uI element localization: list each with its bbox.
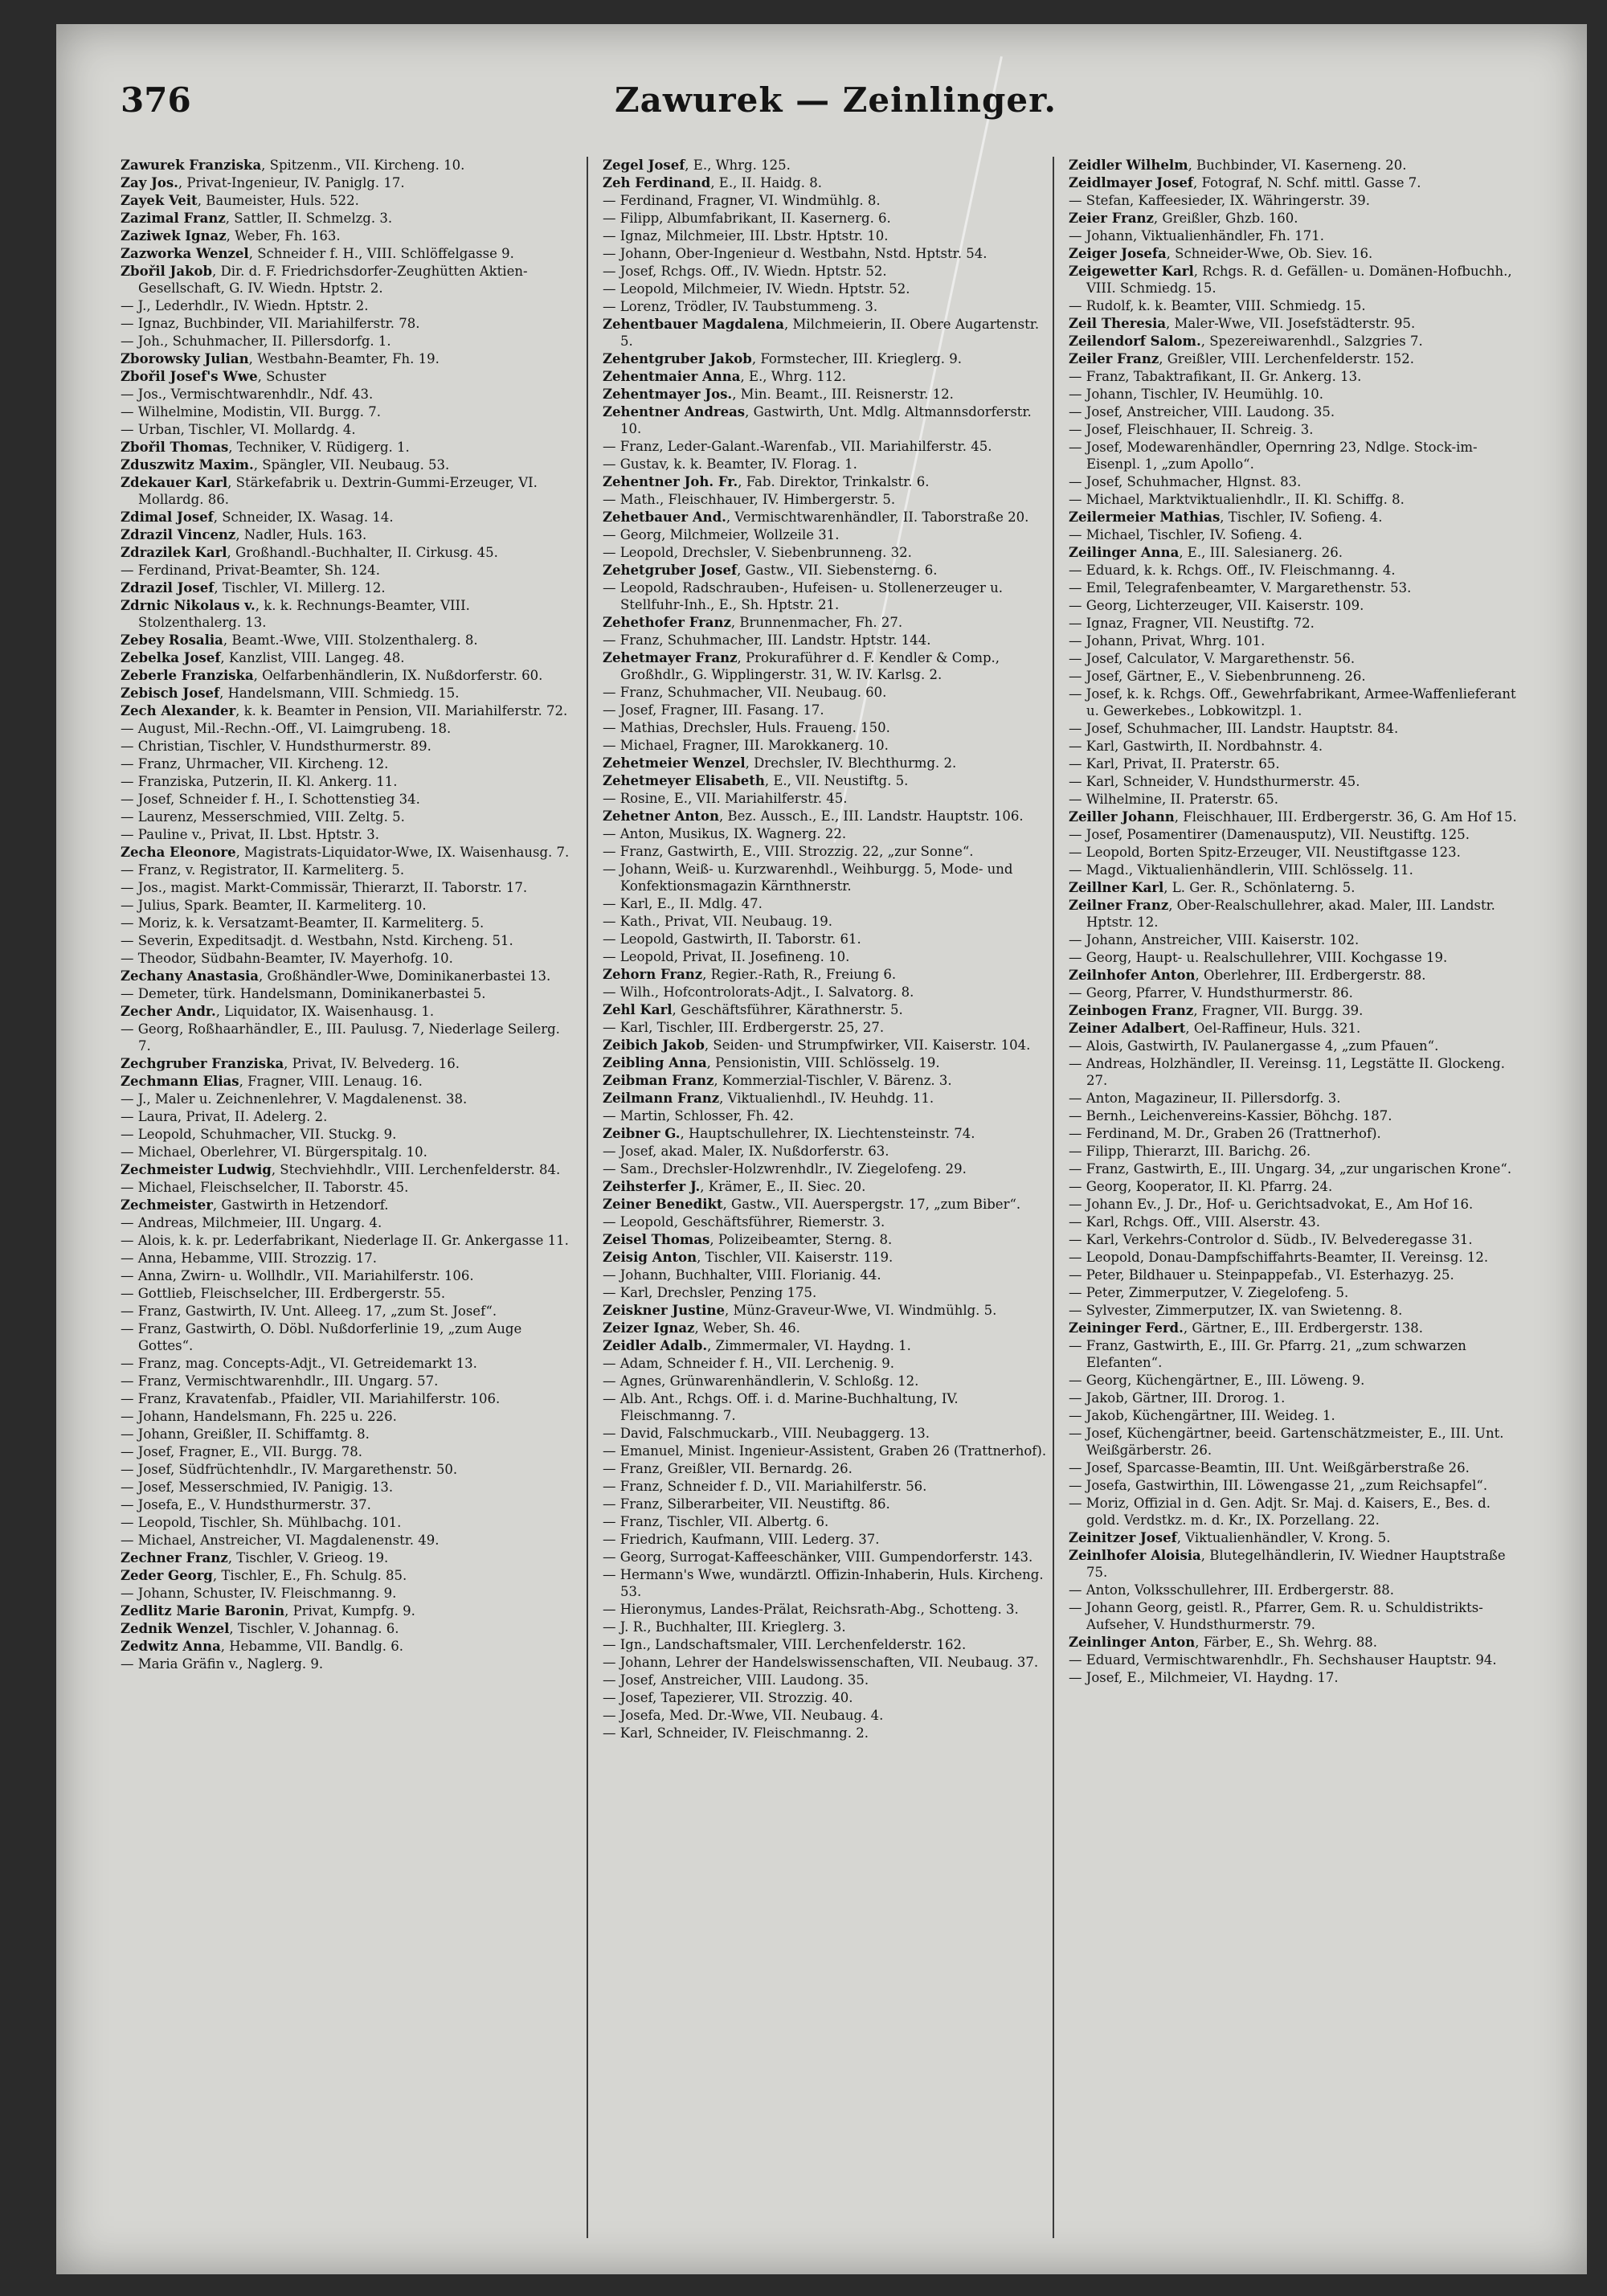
directory-entry: Zehetgruber Josef, Gastw., VII. Siebensterng. 6. (603, 563, 938, 578)
directory-entry: — Leopold, Gastwirth, II. Taborstr. 61. (603, 931, 861, 947)
directory-entry: — Wilhelmine, Modistin, VII. Burgg. 7. (121, 404, 382, 420)
directory-entry: — Johann, Anstreicher, VIII. Kaiserstr. 102. (1069, 932, 1360, 947)
directory-entry: Zecher Andr., Liquidator, IX. Waisenhausg. 1. (121, 1004, 435, 1019)
directory-entry: — Georg, Kooperator, II. Kl. Pfarrg. 24. (1069, 1179, 1333, 1194)
directory-entry: — Martin, Schlosser, Fh. 42. (603, 1108, 794, 1123)
directory-entry: — Jakob, Gärtner, III. Drorog. 1. (1069, 1390, 1286, 1406)
directory-entry: — Michael, Tischler, IV. Sofieng. 4. (1069, 527, 1302, 542)
directory-page (56, 24, 1587, 2274)
directory-entry: — Ignaz, Milchmeier, III. Lbstr. Hptstr. 10. (603, 228, 889, 244)
directory-entry: — Wilh., Hofcontrolorats-Adjt., I. Salvatorg. 8. (603, 984, 914, 1000)
directory-entry: — Franz, Tabaktrafikant, II. Gr. Ankerg. 13. (1069, 369, 1362, 384)
directory-entry: Zehetmeyer Elisabeth, E., VII. Neustiftg. 5. (603, 773, 909, 788)
directory-entry: — Gottlieb, Fleischselcher, III. Erdbergerstr. 55. (121, 1286, 446, 1301)
directory-entry: — Magd., Viktualienhändlerin, VIII. Schlösselg. 11. (1069, 862, 1413, 878)
directory-entry: — Jos., Vermischtwarenhdlr., Ndf. 43. (121, 387, 374, 402)
directory-entry: — Franz, mag. Concepts-Adjt., VI. Getreidemarkt 13. (121, 1356, 477, 1371)
directory-entry: — Josef, Anstreicher, VIII. Laudong. 35. (603, 1672, 869, 1688)
directory-entry: Zaziwek Ignaz, Weber, Fh. 163. (121, 228, 341, 244)
directory-entry: — Anna, Hebamme, VIII. Strozzig. 17. (121, 1250, 378, 1266)
directory-entry: — Josefa, Med. Dr.-Wwe, VII. Neubaug. 4. (603, 1708, 884, 1723)
directory-entry: Zedlitz Marie Baronin, Privat, Kumpfg. 9. (121, 1603, 415, 1619)
directory-entry: Zechany Anastasia, Großhändler-Wwe, Dominikanerbastei 13. (121, 968, 551, 984)
directory-entry: — Anna, Zwirn- u. Wollhdlr., VII. Mariahilferstr. 106. (121, 1268, 474, 1283)
directory-entry: — Josef, Rchgs. Off., IV. Wiedn. Hptstr. 52. (603, 264, 887, 279)
directory-entry: Zechmeister, Gastwirth in Hetzendorf. (121, 1197, 389, 1213)
directory-entry: Zawurek Franziska, Spitzenm., VII. Kircheng. 10. (121, 158, 465, 173)
directory-entry: — Math., Fleischhauer, IV. Himbergerstr. 5. (603, 492, 896, 507)
directory-entry: — Georg, Lichterzeuger, VII. Kaiserstr. 109. (1069, 598, 1364, 613)
directory-entry: Zehentgruber Jakob, Formstecher, III. Krieglerg. 9. (603, 351, 962, 366)
directory-entry: — Leopold, Borten Spitz-Erzeuger, VII. Neustiftgasse 123. (1069, 845, 1461, 860)
directory-entry: Zayek Veit, Baumeister, Huls. 522. (121, 193, 359, 208)
directory-entry: — Karl, E., II. Mdlg. 47. (603, 896, 763, 911)
directory-entry: Zeizer Ignaz, Weber, Sh. 46. (603, 1320, 800, 1336)
directory-entry: Zehetner Anton, Bez. Aussch., E., III. Landstr. Hauptstr. 106. (603, 808, 1024, 824)
directory-entry: — Andreas, Milchmeier, III. Ungarg. 4. (121, 1215, 382, 1230)
directory-entry: — Josef, Schneider f. H., I. Schottenstieg 34. (121, 792, 420, 807)
directory-entry: — Josef, Fleischhauer, II. Schreig. 3. (1069, 422, 1314, 437)
directory-entry: — Hieronymus, Landes-Prälat, Reichsrath-Abg., Schotteng. 3. (603, 1602, 1019, 1617)
column-divider (1053, 157, 1054, 2238)
directory-entry: Zeibman Franz, Kommerzial-Tischler, V. Bärenz. 3. (603, 1073, 952, 1088)
directory-entry: — Josef, Calculator, V. Margarethenstr. 56. (1069, 651, 1356, 666)
directory-entry: Zeidler Wilhelm, Buchbinder, VI. Kaserneng. 20. (1069, 158, 1407, 173)
directory-entry: Zeder Georg, Tischler, E., Fh. Schulg. 85. (121, 1568, 407, 1583)
directory-entry: — Moriz, Offizial in d. Gen. Adjt. Sr. Maj. d. Kaisers, E., Bes. d. gold. Verdstkz. m. d. Kr., IX. Porzellang. 22. (1069, 1496, 1490, 1528)
directory-entry: — Andreas, Holzhändler, II. Vereinsg. 11, Legstätte II. Glockeng. 27. (1069, 1056, 1505, 1088)
directory-entry: — Georg, Haupt- u. Realschullehrer, VIII. Kochgasse 19. (1069, 950, 1448, 965)
directory-entry: — Karl, Verkehrs-Controlor d. Südb., IV. Belvederegasse 31. (1069, 1232, 1473, 1247)
directory-entry: — Josef, Fragner, E., VII. Burgg. 78. (121, 1444, 362, 1459)
directory-entry: Zeiskner Justine, Münz-Graveur-Wwe, VI. Windmühlg. 5. (603, 1303, 997, 1318)
directory-entry: — Friedrich, Kaufmann, VIII. Lederg. 37. (603, 1532, 880, 1547)
directory-entry: Zeiger Josefa, Schneider-Wwe, Ob. Siev. 16. (1069, 246, 1373, 261)
directory-entry: — Johann, Weiß- u. Kurzwarenhdl., Weihburgg. 5, Mode- und Konfektionsmagazin Kärnthnerstr. (603, 862, 1013, 894)
directory-entry: — Julius, Spark. Beamter, II. Karmeliterg. 10. (121, 898, 427, 913)
directory-entry: — Franz, Gastwirth, O. Döbl. Nußdorferlinie 19, „zum Auge Gottes“. (121, 1321, 522, 1353)
directory-entry: — Michael, Marktviktualienhdlr., II. Kl. Schiffg. 8. (1069, 492, 1405, 507)
directory-entry: Zeilinger Anna, E., III. Salesianerg. 26. (1069, 545, 1343, 560)
directory-entry: — Laurenz, Messerschmied, VIII. Zeltg. 5. (121, 809, 405, 825)
directory-entry: — Franz, Silberarbeiter, VII. Neustiftg. 86. (603, 1496, 890, 1512)
directory-entry: — Georg, Roßhaarhändler, E., III. Paulusg. 7, Niederlage Seilerg. 7. (121, 1021, 560, 1054)
directory-entry: — Emil, Telegrafenbeamter, V. Margarethenstr. 53. (1069, 580, 1412, 595)
directory-entry: — Adam, Schneider f. H., VII. Lerchenig. 9. (603, 1356, 895, 1371)
page-number: 376 (121, 80, 191, 120)
directory-entry: — Leopold, Drechsler, V. Siebenbrunneng. 32. (603, 545, 912, 560)
directory-entry: Zehentner Andreas, Gastwirth, Unt. Mdlg. Altmannsdorferstr. 10. (603, 404, 1032, 436)
directory-entry: — Agnes, Grünwarenhändlerin, V. Schloßg. 12. (603, 1373, 919, 1389)
directory-entry: — Josefa, E., V. Hundsthurmerstr. 37. (121, 1497, 371, 1512)
directory-entry: Zeisig Anton, Tischler, VII. Kaiserstr. 119. (603, 1250, 893, 1265)
directory-entry: Zeinitzer Josef, Viktualienhändler, V. Krong. 5. (1069, 1530, 1391, 1545)
directory-entry: Zeilermeier Mathias, Tischler, IV. Sofieng. 4. (1069, 510, 1383, 525)
directory-entry: — Ignaz, Fragner, VII. Neustiftg. 72. (1069, 616, 1315, 631)
directory-entry: — Leopold, Geschäftsführer, Riemerstr. 3. (603, 1214, 885, 1230)
directory-entry: Zehetbauer And., Vermischtwarenhändler, II. Taborstraße 20. (603, 510, 1029, 525)
directory-entry: — Karl, Privat, II. Praterstr. 65. (1069, 756, 1280, 771)
directory-entry: — Josef, k. k. Rchgs. Off., Gewehrfabrikant, Armee-Waffenlieferant u. Gewerkebes., Lobkowitzpl. 1. (1069, 686, 1516, 718)
directory-entry: Zechmann Elias, Fragner, VIII. Lenaug. 16. (121, 1074, 423, 1089)
column-2 (603, 157, 1053, 2230)
directory-entry: Zehetmayer Franz, Prokuraführer d. F. Kendler & Comp., Großhdlr., G. Wipplingerstr. 31, W. IV. Karlsg. 2. (603, 650, 1000, 682)
directory-entry: Zeilnhofer Anton, Oberlehrer, III. Erdbergerstr. 88. (1069, 968, 1426, 983)
directory-entry: Zehethofer Franz, Brunnenmacher, Fh. 27. (603, 615, 903, 630)
directory-entry: Zebisch Josef, Handelsmann, VIII. Schmiedg. 15. (121, 686, 460, 701)
directory-entry: Zegel Josef, E., Whrg. 125. (603, 158, 791, 173)
directory-entry: — Peter, Bildhauer u. Steinpappefab., VI. Esterhazyg. 25. (1069, 1267, 1454, 1283)
directory-entry: — Josef, Küchengärtner, beeid. Gartenschätzmeister, E., III. Unt. Weißgärberstr. 26. (1069, 1426, 1504, 1458)
directory-entry: — Georg, Küchengärtner, E., III. Löweng. 9. (1069, 1373, 1365, 1388)
directory-entry: Zeilendorf Salom., Spezereiwarenhdl., Salzgries 7. (1069, 334, 1423, 349)
column-3 (1069, 157, 1519, 2230)
directory-entry: Zeibling Anna, Pensionistin, VIII. Schlösselg. 19. (603, 1055, 940, 1070)
directory-entry: — Karl, Drechsler, Penzing 175. (603, 1285, 817, 1300)
directory-entry: — Michael, Oberlehrer, VI. Bürgerspitalg. 10. (121, 1144, 427, 1160)
directory-entry: Zechmeister Ludwig, Stechviehhdlr., VIII. Lerchenfelderstr. 84. (121, 1162, 561, 1177)
directory-entry: — Anton, Magazineur, II. Pillersdorfg. 3. (1069, 1091, 1341, 1106)
directory-entry: — Franz, Leder-Galant.-Warenfab., VII. Mariahilferstr. 45. (603, 439, 992, 454)
directory-entry: Zazimal Franz, Sattler, II. Schmelzg. 3. (121, 211, 393, 226)
directory-entry: Zednik Wenzel, Tischler, V. Johannag. 6. (121, 1621, 399, 1636)
directory-entry: — David, Falschmuckarb., VIII. Neubaggerg. 13. (603, 1426, 930, 1441)
directory-entry: — Josef, E., Milchmeier, VI. Haydng. 17. (1069, 1670, 1339, 1685)
directory-entry: — August, Mil.-Rechn.-Off., VI. Laimgrubeng. 18. (121, 721, 452, 736)
directory-entry: — Josef, akad. Maler, IX. Nußdorferstr. 63. (603, 1144, 889, 1159)
directory-entry: Zebelka Josef, Kanzlist, VIII. Langeg. 48. (121, 650, 405, 665)
directory-entry: — Franz, Tischler, VII. Albertg. 6. (603, 1514, 829, 1529)
directory-entry: Zeiner Adalbert, Oel-Raffineur, Huls. 321. (1069, 1021, 1361, 1036)
directory-entry: Zehentmaier Anna, E., Whrg. 112. (603, 369, 847, 384)
directory-entry: — Josef, Tapezierer, VII. Strozzig. 40. (603, 1690, 853, 1705)
directory-entry: — Joh., Schuhmacher, II. Pillersdorfg. 1. (121, 334, 391, 349)
directory-entry: — Ign., Landschaftsmaler, VIII. Lerchenfelderstr. 162. (603, 1637, 967, 1652)
directory-entry: Zeidlmayer Josef, Fotograf, N. Schf. mittl. Gasse 7. (1069, 175, 1421, 190)
directory-entry: — Karl, Rchgs. Off., VIII. Alserstr. 43. (1069, 1214, 1320, 1230)
column-divider (587, 157, 588, 2238)
directory-entry: — Franz, Kravatenfab., Pfaidler, VII. Mariahilferstr. 106. (121, 1391, 501, 1406)
directory-entry: Zehentbauer Magdalena, Milchmeierin, II. Obere Augartenstr. 5. (603, 317, 1040, 349)
directory-entry: — Franz, Schuhmacher, III. Landstr. Hptstr. 144. (603, 632, 931, 648)
directory-entry: Zdrazil Vincenz, Nadler, Huls. 163. (121, 527, 367, 542)
directory-entry: — Franz, v. Registrator, II. Karmeliterg. 5. (121, 862, 405, 878)
directory-entry: — Ferdinand, Fragner, VI. Windmühlg. 8. (603, 193, 881, 208)
directory-entry: — Johann, Viktualienhändler, Fh. 171. (1069, 228, 1325, 244)
directory-entry: — Franz, Gastwirth, E., III. Gr. Pfarrg. 21, „zum schwarzen Elefanten“. (1069, 1338, 1466, 1370)
directory-entry: — Ferdinand, M. Dr., Graben 26 (Trattnerhof). (1069, 1126, 1381, 1141)
directory-entry: — Josef, Messerschmied, IV. Panigig. 13. (121, 1480, 394, 1495)
directory-entry: Zeiner Benedikt, Gastw., VII. Auerspergstr. 17, „zum Biber“. (603, 1197, 1021, 1212)
directory-entry: Zay Jos., Privat-Ingenieur, IV. Paniglg. 17. (121, 175, 405, 190)
directory-entry: — Georg, Pfarrer, V. Hundsthurmerstr. 86. (1069, 985, 1353, 1001)
directory-entry: — Franz, Gastwirth, E., VIII. Strozzig. 22, „zur Sonne“. (603, 844, 974, 859)
directory-entry: Zeil Theresia, Maler-Wwe, VII. Josefstädterstr. 95. (1069, 316, 1416, 331)
directory-entry: — Franz, Schuhmacher, VII. Neubaug. 60. (603, 685, 887, 700)
directory-entry: — Urban, Tischler, VI. Mollardg. 4. (121, 422, 356, 437)
directory-entry: Zeiller Johann, Fleischhauer, III. Erdbergerstr. 36, G. Am Hof 15. (1069, 809, 1517, 825)
directory-entry: — Franz, Gastwirth, E., III. Ungarg. 34, „zur ungarischen Krone“. (1069, 1161, 1512, 1177)
directory-entry: — Michael, Anstreicher, VI. Magdalenenstr. 49. (121, 1533, 440, 1548)
directory-entry: Zeihsterfer J., Krämer, E., II. Siec. 20. (603, 1179, 866, 1194)
directory-entry: — Georg, Milchmeier, Wollzeile 31. (603, 527, 840, 542)
directory-entry: — Maria Gräfin v., Naglerg. 9. (121, 1656, 324, 1672)
directory-entry: — Gustav, k. k. Beamter, IV. Florag. 1. (603, 456, 857, 472)
directory-entry: — Johann, Tischler, IV. Heumühlg. 10. (1069, 387, 1324, 402)
directory-entry: — Anton, Musikus, IX. Wagnerg. 22. (603, 826, 847, 841)
directory-entry: Zehetmeier Wenzel, Drechsler, IV. Blechthurmg. 2. (603, 755, 957, 771)
directory-entry: Zeiler Franz, Greißler, VIII. Lerchenfelderstr. 152. (1069, 351, 1415, 366)
directory-entry: Zdekauer Karl, Stärkefabrik u. Dextrin-Gummi-Erzeuger, VI. Mollardg. 86. (121, 475, 538, 507)
directory-entry: Zech Alexander, k. k. Beamter in Pension, VII. Mariahilferstr. 72. (121, 703, 568, 718)
directory-entry: Zdrazil Josef, Tischler, VI. Millerg. 12. (121, 580, 386, 595)
directory-entry: — Pauline v., Privat, II. Lbst. Hptstr. 3. (121, 827, 380, 842)
directory-entry: Zechner Franz, Tischler, V. Grieog. 19. (121, 1550, 389, 1565)
directory-entry: Zehl Karl, Geschäftsführer, Kärathnerstr. 5. (603, 1002, 903, 1017)
directory-entry: — Leopold, Tischler, Sh. Mühlbachg. 101. (121, 1515, 402, 1530)
directory-entry: Zehorn Franz, Regier.-Rath, R., Freiung 6. (603, 967, 897, 982)
directory-entry: Zedwitz Anna, Hebamme, VII. Bandlg. 6. (121, 1639, 404, 1654)
directory-entry: — Alois, Gastwirth, IV. Paulanergasse 4, „zum Pfauen“. (1069, 1038, 1439, 1054)
directory-entry: Zeilmann Franz, Viktualienhdl., IV. Heuhdg. 11. (603, 1091, 934, 1106)
directory-entry: Zeillner Karl, L. Ger. R., Schönlaterng. 5. (1069, 880, 1356, 895)
directory-entry: — Johann, Buchhalter, VIII. Florianig. 44. (603, 1267, 881, 1283)
directory-entry: — Franziska, Putzerin, II. Kl. Ankerg. 11. (121, 774, 398, 789)
directory-entry: — Michael, Fragner, III. Marokkanerg. 10. (603, 738, 889, 753)
directory-entry: Zeinbogen Franz, Fragner, VII. Burgg. 39. (1069, 1003, 1364, 1018)
directory-entry: Zehentmayer Jos., Min. Beamt., III. Reisnerstr. 12. (603, 387, 954, 402)
directory-entry: — Josef, Südfrüchtenhdlr., IV. Margarethenstr. 50. (121, 1462, 458, 1477)
directory-entry: Zdrnic Nikolaus v., k. k. Rechnungs-Beamter, VIII. Stolzenthalerg. 13. (121, 598, 470, 630)
directory-entry: Zdimal Josef, Schneider, IX. Wasag. 14. (121, 510, 394, 525)
directory-entry: — Eduard, k. k. Rchgs. Off., IV. Fleischmanng. 4. (1069, 563, 1396, 578)
directory-entry: Zeibner G., Hauptschullehrer, IX. Liechtensteinstr. 74. (603, 1126, 975, 1141)
directory-entry: Zbořil Josef's Wwe, Schuster (121, 369, 326, 384)
directory-entry: — Josef, Anstreicher, VIII. Laudong. 35. (1069, 404, 1335, 420)
directory-entry: — Johann, Privat, Whrg. 101. (1069, 633, 1266, 649)
directory-entry: — Sam., Drechsler-Holzwrenhdlr., IV. Ziegelofeng. 29. (603, 1161, 967, 1177)
directory-entry: — Lorenz, Trödler, IV. Taubstummeng. 3. (603, 299, 878, 314)
directory-entry: — Jakob, Küchengärtner, III. Weideg. 1. (1069, 1408, 1335, 1423)
directory-entry: — Rosine, E., VII. Mariahilferstr. 45. (603, 791, 848, 806)
directory-entry: — Johann Ev., J. Dr., Hof- u. Gerichtsadvokat, E., Am Hof 16. (1069, 1197, 1474, 1212)
directory-entry: Zeibich Jakob, Seiden- und Strumpfwirker, VII. Kaiserstr. 104. (603, 1037, 1031, 1053)
directory-entry: — Johann, Greißler, II. Schiffamtg. 8. (121, 1426, 370, 1442)
directory-entry: — Johann, Ober-Ingenieur d. Westbahn, Nstd. Hptstr. 54. (603, 246, 988, 261)
directory-entry: — Georg, Surrogat-Kaffeeschänker, VIII. Gumpendorferstr. 143. (603, 1549, 1033, 1565)
directory-entry: — Karl, Tischler, III. Erdbergerstr. 25, 27. (603, 1020, 885, 1035)
directory-entry: — J. R., Buchhalter, III. Krieglerg. 3. (603, 1619, 846, 1635)
directory-entry: Zeigewetter Karl, Rchgs. R. d. Gefällen- u. Domänen-Hofbuchh., VIII. Schmiedg. 15. (1069, 264, 1512, 296)
directory-entry: — Jos., magist. Markt-Commissär, Thierarzt, II. Taborstr. 17. (121, 880, 528, 895)
directory-entry: Zeininger Ferd., Gärtner, E., III. Erdbergerstr. 138. (1069, 1320, 1423, 1336)
directory-entry: — Karl, Schneider, V. Hundsthurmerstr. 45. (1069, 774, 1360, 789)
directory-entry: Zduszwitz Maxim., Spängler, VII. Neubaug. 53. (121, 457, 450, 473)
directory-entry: — Sylvester, Zimmerputzer, IX. van Swietenng. 8. (1069, 1303, 1403, 1318)
directory-entry: Zazworka Wenzel, Schneider f. H., VIII. Schlöffelgasse 9. (121, 246, 514, 261)
directory-entry: Zeilner Franz, Ober-Realschullehrer, akad. Maler, III. Landstr. Hptstr. 12. (1069, 898, 1495, 930)
directory-entry: — Ignaz, Buchbinder, VII. Mariahilferstr. 78. (121, 316, 420, 331)
directory-entry: — Karl, Schneider, IV. Fleischmanng. 2. (603, 1725, 869, 1741)
directory-entry: — Josef, Gärtner, E., V. Siebenbrunneng. 26. (1069, 669, 1366, 684)
directory-entry: Zechgruber Franziska, Privat, IV. Belvederg. 16. (121, 1056, 460, 1071)
directory-entry: Zehentner Joh. Fr., Fab. Direktor, Trinkalstr. 6. (603, 474, 930, 489)
directory-entry: — Wilhelmine, II. Praterstr. 65. (1069, 792, 1278, 807)
directory-entry: — Johann, Schuster, IV. Fleischmanng. 9. (121, 1586, 397, 1601)
directory-entry: — Severin, Expeditsadjt. d. Westbahn, Nstd. Kircheng. 51. (121, 933, 513, 948)
directory-entry: — Moriz, k. k. Versatzamt-Beamter, II. Karmeliterg. 5. (121, 915, 485, 931)
directory-entry: — Alb. Ant., Rchgs. Off. i. d. Marine-Buchhaltung, IV. Fleischmanng. 7. (603, 1391, 959, 1423)
directory-entry: — Mathias, Drechsler, Huls. Fraueng. 150. (603, 720, 890, 735)
directory-entry: — Leopold, Radschrauben-, Hufeisen- u. Stollenerzeuger u. Stellfuhr-Inh., E., Sh. Hptstr. 21. (603, 580, 1003, 612)
directory-entry: Zeinlinger Anton, Färber, E., Sh. Wehrg. 88. (1069, 1635, 1378, 1650)
directory-entry: — Eduard, Vermischtwarenhdlr., Fh. Sechshauser Hauptstr. 94. (1069, 1652, 1497, 1668)
directory-entry: — Demeter, türk. Handelsmann, Dominikanerbastei 5. (121, 986, 486, 1001)
directory-entry: — Josef, Modewarenhändler, Opernring 23, Ndlge. Stock-im-Eisenpl. 1, „zum Apollo“. (1069, 440, 1478, 472)
directory-entry: — Franz, Gastwirth, IV. Unt. Alleeg. 17, „zum St. Josef“. (121, 1304, 497, 1319)
directory-entry: Zbořil Thomas, Techniker, V. Rüdigerg. 1. (121, 440, 410, 455)
directory-entry: — Hermann's Wwe, wundärztl. Offizin-Inhaberin, Huls. Kircheng. 53. (603, 1567, 1044, 1599)
column-1 (121, 157, 570, 2230)
page-header (121, 72, 1551, 129)
directory-entry: — Alois, k. k. pr. Lederfabrikant, Niederlage II. Gr. Ankergasse 11. (121, 1233, 569, 1248)
directory-entry: Zebey Rosalia, Beamt.-Wwe, VIII. Stolzenthalerg. 8. (121, 632, 478, 648)
directory-entry: Zbořil Jakob, Dir. d. F. Friedrichsdorfer-Zeughütten Aktien-Gesellschaft, G. IV. Wiedn. Hptstr. 2. (121, 264, 528, 296)
directory-entry: — Christian, Tischler, V. Hundsthurmerstr. 89. (121, 739, 431, 754)
directory-entry: — Josefa, Gastwirthin, III. Löwengasse 21, „zum Reichsapfel“. (1069, 1478, 1488, 1493)
directory-entry: Zeberle Franziska, Oelfarbenhändlerin, IX. Nußdorferstr. 60. (121, 668, 543, 683)
directory-entry: — Ferdinand, Privat-Beamter, Sh. 124. (121, 563, 381, 578)
directory-entry: — Josef, Posamentirer (Damenausputz), VII. Neustiftg. 125. (1069, 827, 1470, 842)
directory-entry: — Leopold, Schuhmacher, VII. Stuckg. 9. (121, 1127, 397, 1142)
directory-entry: — Leopold, Milchmeier, IV. Wiedn. Hptstr. 52. (603, 281, 910, 297)
directory-entry: Zeinlhofer Aloisia, Blutegelhändlerin, IV. Wiedner Hauptstraße 75. (1069, 1548, 1506, 1580)
directory-entry: — Emanuel, Minist. Ingenieur-Assistent, Graben 26 (Trattnerhof). (603, 1443, 1047, 1459)
directory-entry: Zeh Ferdinand, E., II. Haidg. 8. (603, 175, 822, 190)
directory-entry: — Leopold, Donau-Dampfschiffahrts-Beamter, II. Vereinsg. 12. (1069, 1250, 1489, 1265)
directory-entry: — Franz, Vermischtwarenhdlr., III. Ungarg. 57. (121, 1373, 439, 1389)
directory-entry: — Peter, Zimmerputzer, V. Ziegelofeng. 5. (1069, 1285, 1349, 1300)
directory-entry: — Franz, Greißler, VII. Bernardg. 26. (603, 1461, 853, 1476)
directory-entry: — Johann Georg, geistl. R., Pfarrer, Gem. R. u. Schuldistrikts-Aufseher, V. Hundsthurmerstr. 79. (1069, 1600, 1483, 1632)
directory-entry: — Rudolf, k. k. Beamter, VIII. Schmiedg. 15. (1069, 298, 1366, 313)
directory-entry: — Bernh., Leichenvereins-Kassier, Böhchg. 187. (1069, 1108, 1392, 1123)
directory-entry: — Josef, Schuhmacher, III. Landstr. Hauptstr. 84. (1069, 721, 1399, 736)
directory-entry: — Josef, Fragner, III. Fasang. 17. (603, 702, 824, 718)
directory-entry: — Kath., Privat, VII. Neubaug. 19. (603, 914, 833, 929)
running-title: Zawurek — Zeinlinger. (614, 80, 1057, 120)
directory-entry: Zeier Franz, Greißler, Ghzb. 160. (1069, 211, 1298, 226)
directory-entry: — Filipp, Albumfabrikant, II. Kasernerg. 6. (603, 211, 891, 226)
directory-entry: Zecha Eleonore, Magistrats-Liquidator-Wwe, IX. Waisenhausg. 7. (121, 845, 570, 860)
directory-entry: — Laura, Privat, II. Adelerg. 2. (121, 1109, 328, 1124)
directory-entry: Zeidler Adalb., Zimmermaler, VI. Haydng. 1. (603, 1338, 911, 1353)
directory-entry: — Stefan, Kaffeesieder, IX. Währingerstr. 39. (1069, 193, 1370, 208)
directory-entry: — Filipp, Thierarzt, III. Barichg. 26. (1069, 1144, 1311, 1159)
directory-entry: Zeisel Thomas, Polizeibeamter, Sterng. 8. (603, 1232, 893, 1247)
directory-entry: Zborowsky Julian, Westbahn-Beamter, Fh. 19. (121, 351, 440, 366)
directory-entry: — J., Maler u. Zeichnenlehrer, V. Magdalenenst. 38. (121, 1091, 468, 1107)
directory-entry: — Theodor, Südbahn-Beamter, IV. Mayerhofg. 10. (121, 951, 453, 966)
directory-entry: — Michael, Fleischselcher, II. Taborstr. 45. (121, 1180, 409, 1195)
directory-entry: — Anton, Volksschullehrer, III. Erdbergerstr. 88. (1069, 1582, 1395, 1598)
directory-entry: — Karl, Gastwirth, II. Nordbahnstr. 4. (1069, 739, 1323, 754)
directory-entry: — Franz, Uhrmacher, VII. Kircheng. 12. (121, 756, 389, 771)
directory-entry: — Leopold, Privat, II. Josefineng. 10. (603, 949, 850, 964)
directory-entry: — Johann, Handelsmann, Fh. 225 u. 226. (121, 1409, 397, 1424)
directory-entry: — Josef, Schuhmacher, Hlgnst. 83. (1069, 474, 1302, 489)
directory-entry: Zdrazilek Karl, Großhandl.-Buchhalter, II. Cirkusg. 45. (121, 545, 498, 560)
directory-entry: — Josef, Sparcasse-Beamtin, III. Unt. Weißgärberstraße 26. (1069, 1460, 1470, 1475)
directory-entry: — Franz, Schneider f. D., VII. Mariahilferstr. 56. (603, 1479, 927, 1494)
directory-entry: — J., Lederhdlr., IV. Wiedn. Hptstr. 2. (121, 298, 369, 313)
directory-entry: — Johann, Lehrer der Handelswissenschaften, VII. Neubaug. 37. (603, 1655, 1039, 1670)
